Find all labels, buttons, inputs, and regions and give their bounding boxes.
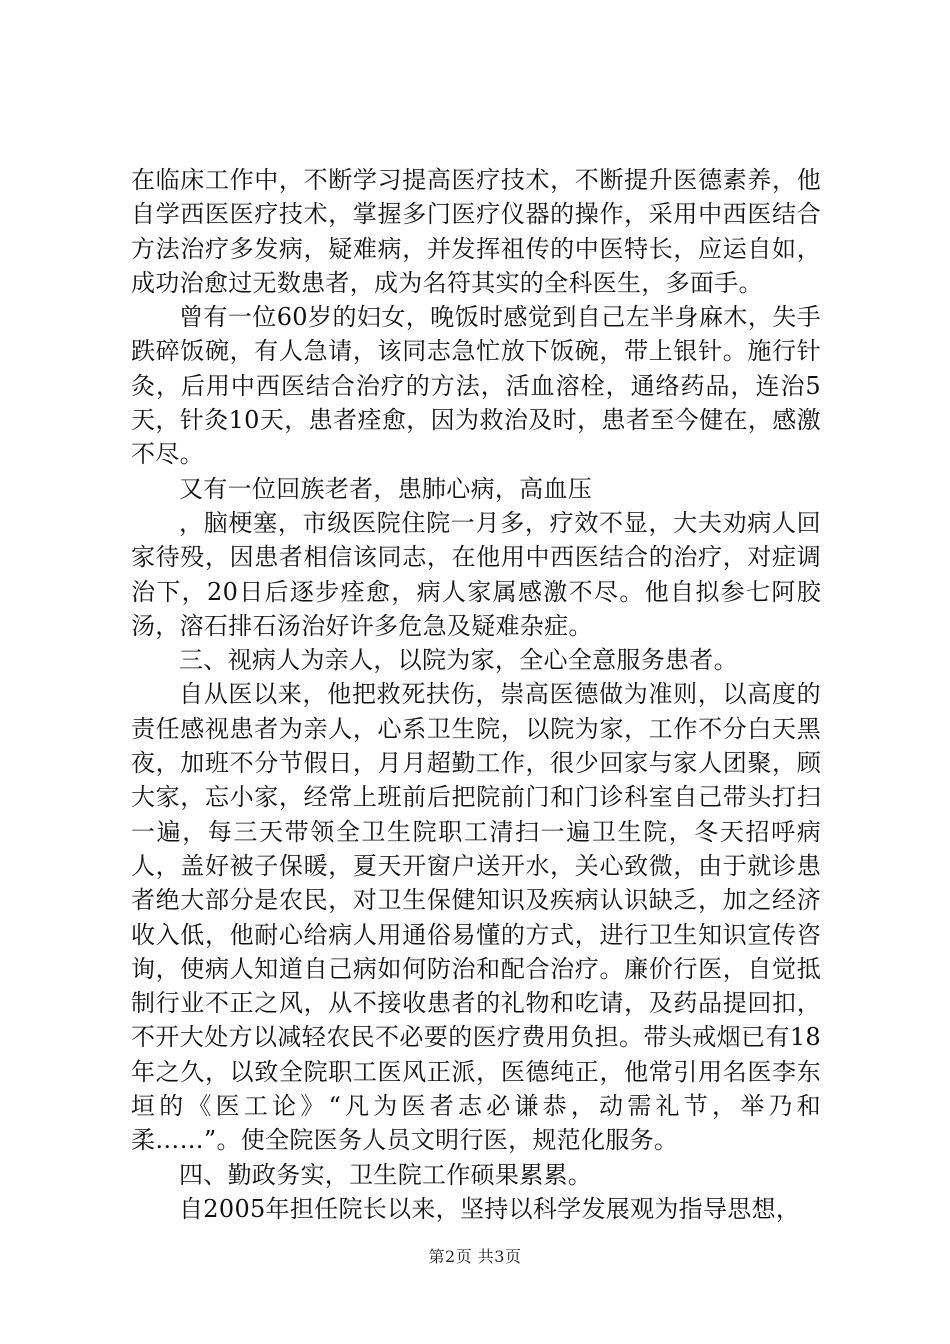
page-number-footer: 第2页 共3页: [428, 1247, 522, 1266]
paragraph-dedication: 自从医以来，他把救死扶伤，崇高医德做为准则，以高度的责任感视患者为亲人，心系卫生院，以院为家，工作不分白天黑夜，加班不分节假日，月月超勤工作，很少回家与家人团聚，顾大家，忘小家，经常上班前后把院前门和门诊科室自己带头打扫一遍，每三天带领全卫生院职工清扫一遍卫生院，冬天招呼病人，盖好被子保暖，夏天开窗户送开水，关心致微，由于就诊患者绝大部分是农民，对卫生保健知识及疾病认识缺乏，加之经济收入低，他耐心给病人用通俗易懂的方式，进行卫生知识宣传咨询，使病人知道自己病如何防治和配合治疗。廉价行医，自觉抵制行业不正之风，从不接收患者的礼物和吃请，及药品提回扣，不开大处方以减轻农民不必要的医疗费用负担。带头戒烟已有18年之久，以致全院职工医风正派，医德纯正，他常引用名医李东垣的《医工论》“凡为医者志必谦恭，动需礼节，举乃和柔……”。使全院医务人员文明行医，规范化服务。: [131, 680, 821, 1155]
paragraph-since-2005: 自2005年担任院长以来，坚持以科学发展观为指导思想，: [179, 1194, 801, 1223]
section-heading-3: 三、视病人为亲人，以院为家，全心全意服务患者。: [179, 646, 738, 675]
section-heading-4: 四、勤政务实，卫生院工作硕果累累。: [179, 1160, 593, 1189]
paragraph-case-elder-detail: ，脑梗塞，市级医院住院一月多，疗效不显，大夫劝病人回家待殁，因患者相信该同志，在他用中西医结合的治疗，对症调治下，20日后逐步痊愈，病人家属感激不尽。他自拟参七阿胶汤，溶石排石汤治好许多危急及疑难杂症。: [131, 508, 821, 640]
paragraph-case-woman: 曾有一位60岁的妇女，晚饭时感觉到自己左半身麻木，失手跌碎饭碗，有人急请，该同志急忙放下饭碗，带上银针。施行针灸，后用中西医结合治疗的方法，活血溶栓，通络药品，连治5天，针灸10天，患者痊愈，因为救治及时，患者至今健在，感激不尽。: [131, 303, 821, 469]
paragraph-case-elder-intro: 又有一位回族老者，患肺心病，高血压: [179, 474, 593, 503]
paragraph-clinical-work: 在临床工作中，不断学习提高医疗技术，不断提升医德素养，他自学西医医疗技术，掌握多门医疗仪器的操作，采用中西医结合方法治疗多发病，疑难病，并发挥祖传的中医特长，应运自如，成功治愈过无数患者，成为名符其实的全科医生，多面手。: [131, 166, 821, 297]
document-body: [131, 163, 821, 1226]
